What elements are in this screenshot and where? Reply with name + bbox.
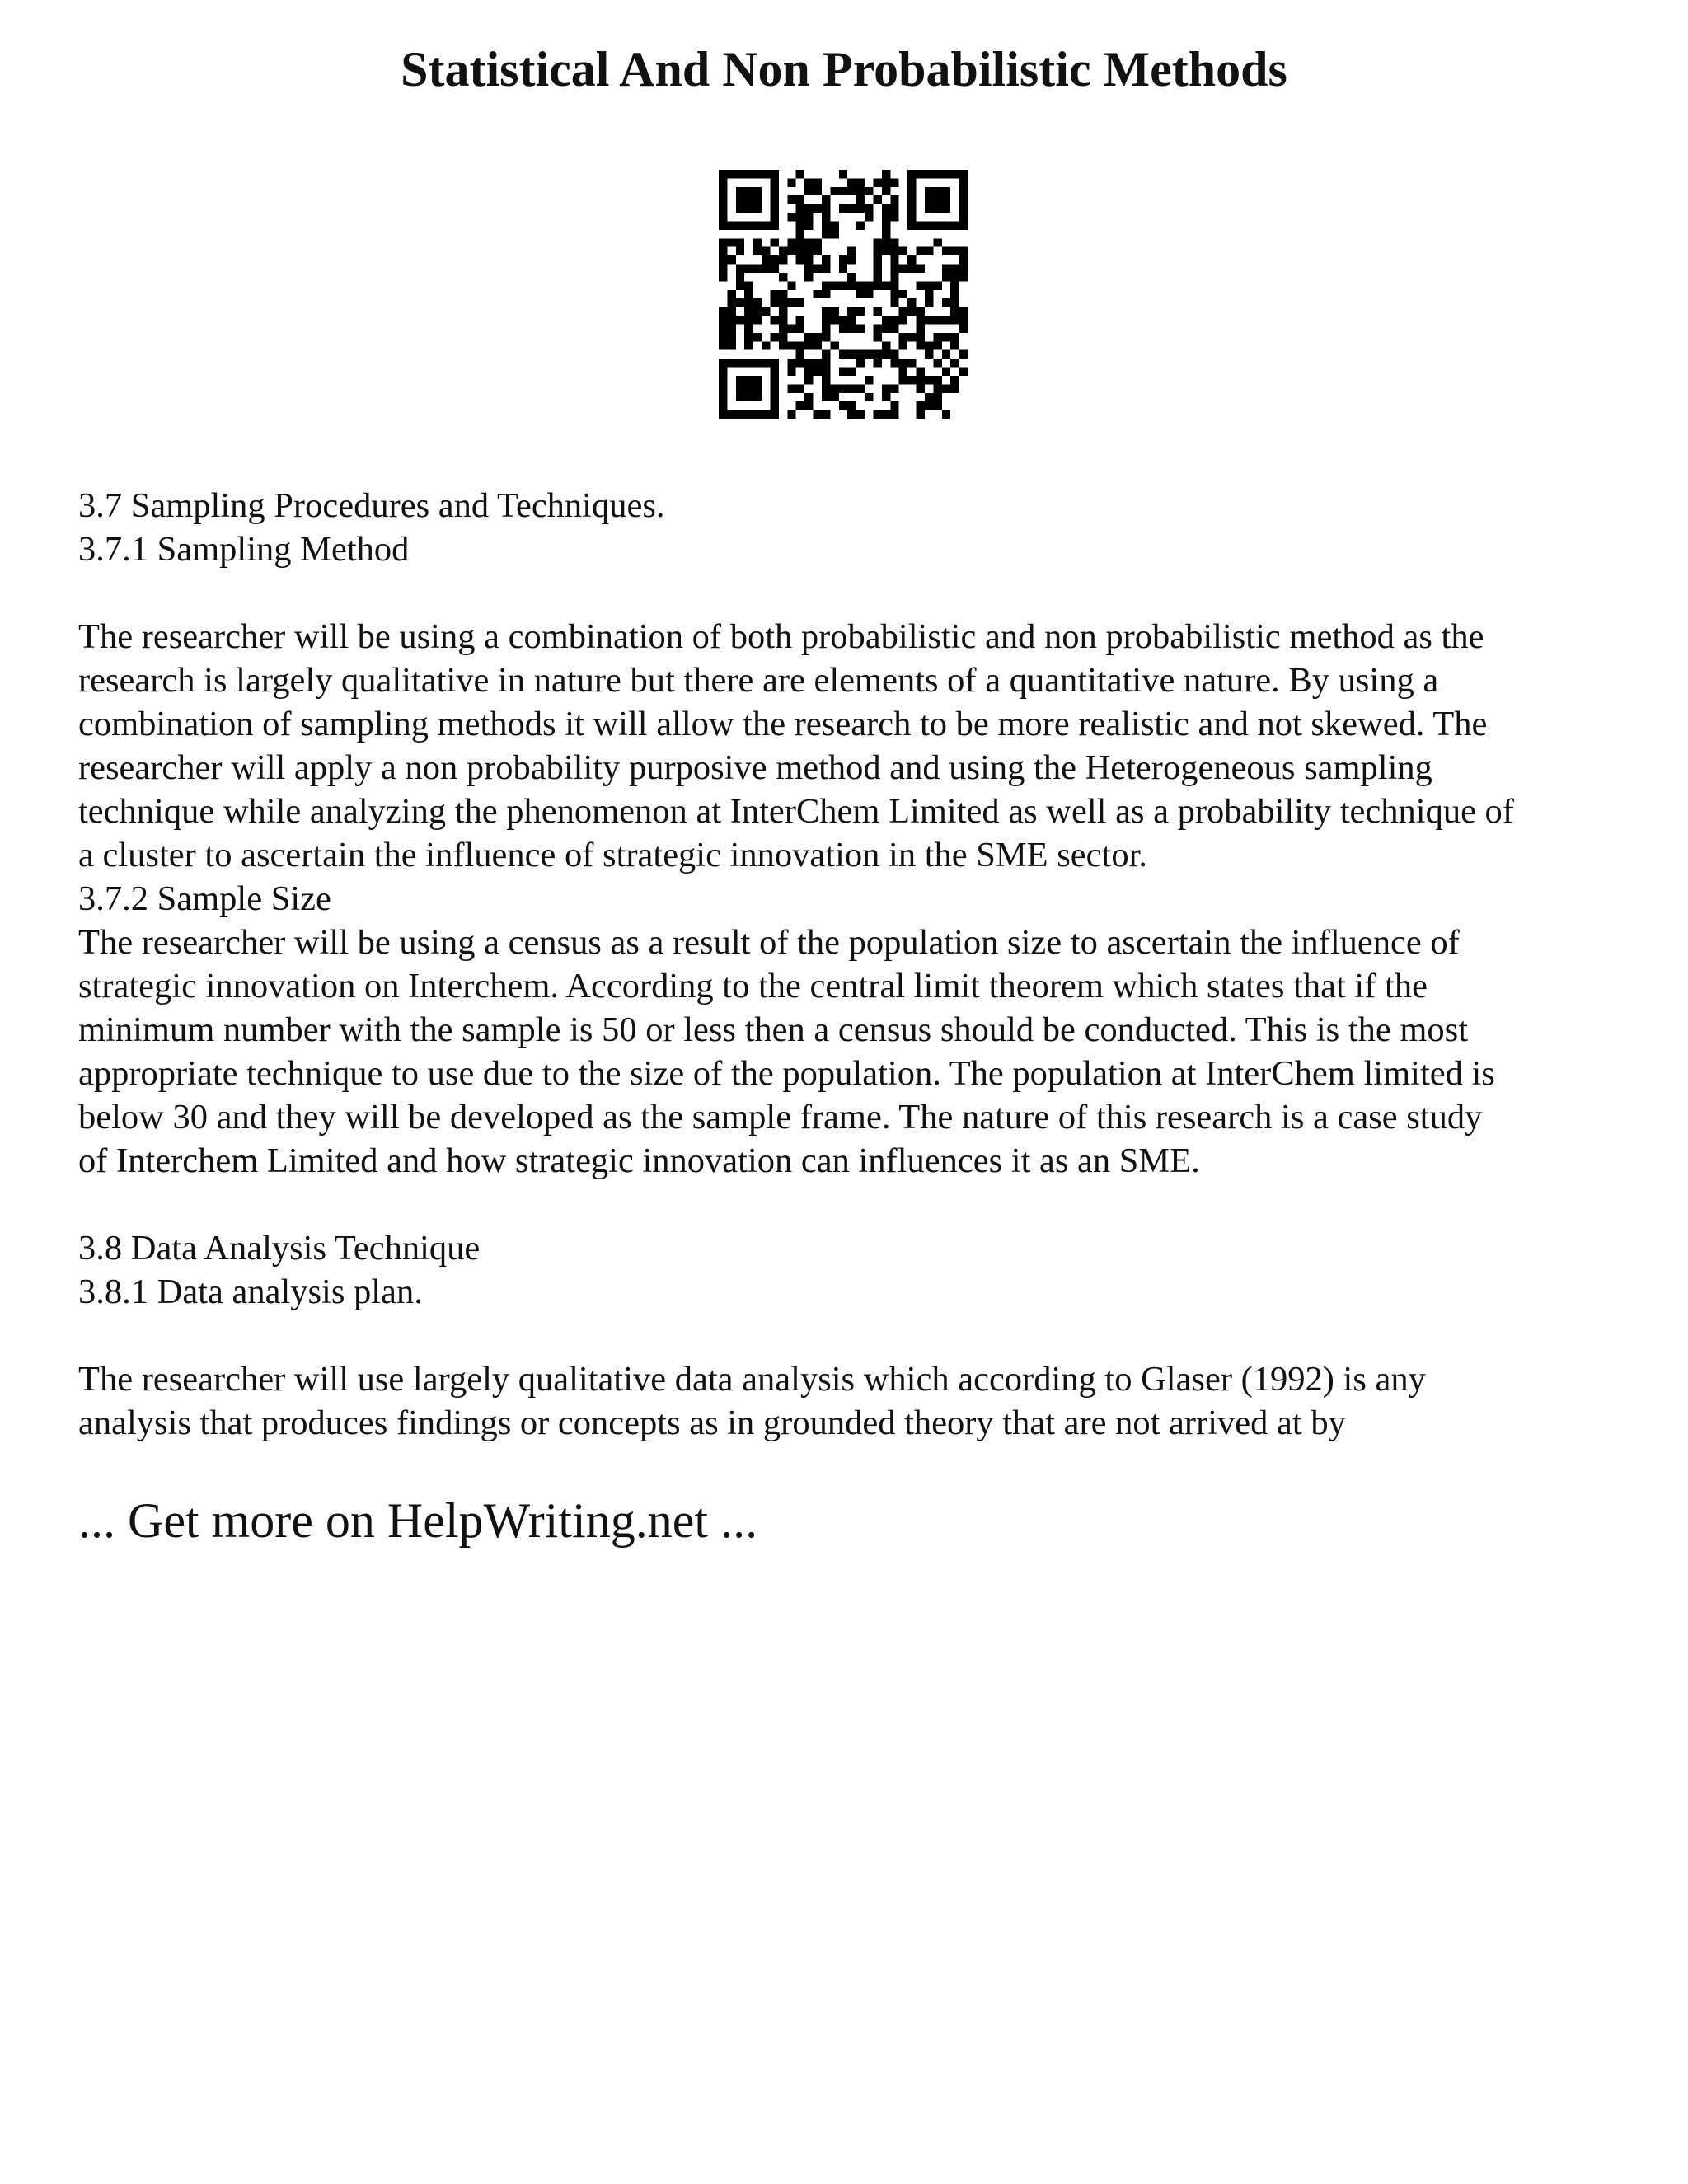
document-body [78,484,1628,1445]
section-heading-3-7-1: 3.7.1 Sampling Method [78,530,410,569]
paragraph-line: combination of sampling methods it will allow the research to be more realistic and not skewed. The [78,705,1488,743]
paragraph-line: research is largely qualitative in nature but there are elements of a quantitative nature. By using a [78,661,1439,700]
page-title: Statistical And Non Probabilistic Methods [401,42,1287,96]
get-more-link[interactable]: ... Get more on HelpWriting.net ... [78,1493,758,1548]
paragraph-spacer [78,1314,1628,1357]
paragraph-line: The researcher will use largely qualitative data analysis which according to Glaser (1992) is any [78,1360,1426,1399]
section-heading-3-8-1: 3.8.1 Data analysis plan. [78,1272,423,1311]
section-heading-3-7: 3.7 Sampling Procedures and Techniques. [78,486,665,525]
qr-code-icon [719,170,968,419]
paragraph-line: appropriate technique to use due to the size of the population. The population at InterChem limited is [78,1054,1495,1093]
paragraph-line: strategic innovation on Interchem. According to the central limit theorem which states that if the [78,967,1428,1005]
section-heading-3-8: 3.8 Data Analysis Technique [78,1229,481,1268]
paragraph-line: analysis that produces findings or concepts as in grounded theory that are not arrived at by [78,1404,1346,1442]
paragraph-spacer [78,571,1628,615]
paragraph-spacer [78,1183,1628,1226]
paragraph-line: The researcher will be using a census as a result of the population size to ascertain the influence of [78,923,1460,962]
paragraph-line: technique while analyzing the phenomenon at InterChem Limited as well as a probability technique of [78,792,1514,831]
paragraph-line: minimum number with the sample is 50 or less then a census should be conducted. This is the most [78,1010,1469,1049]
paragraph-line: a cluster to ascertain the influence of strategic innovation in the SME sector. [78,836,1148,874]
paragraph-line: of Interchem Limited and how strategic innovation can influences it as an SME. [78,1141,1200,1180]
paragraph-data-analysis [78,1357,1628,1445]
paragraph-line: below 30 and they will be developed as the sample frame. The nature of this research is a case study [78,1098,1483,1137]
paragraph-sampling-method [78,615,1628,877]
paragraph-line: The researcher will be using a combination of both probabilistic and non probabilistic method as the [78,617,1484,656]
section-heading-3-7-2: 3.7.2 Sample Size [78,879,331,918]
paragraph-sample-size [78,921,1628,1183]
paragraph-line: researcher will apply a non probability purposive method and using the Heterogeneous sampling [78,748,1432,787]
